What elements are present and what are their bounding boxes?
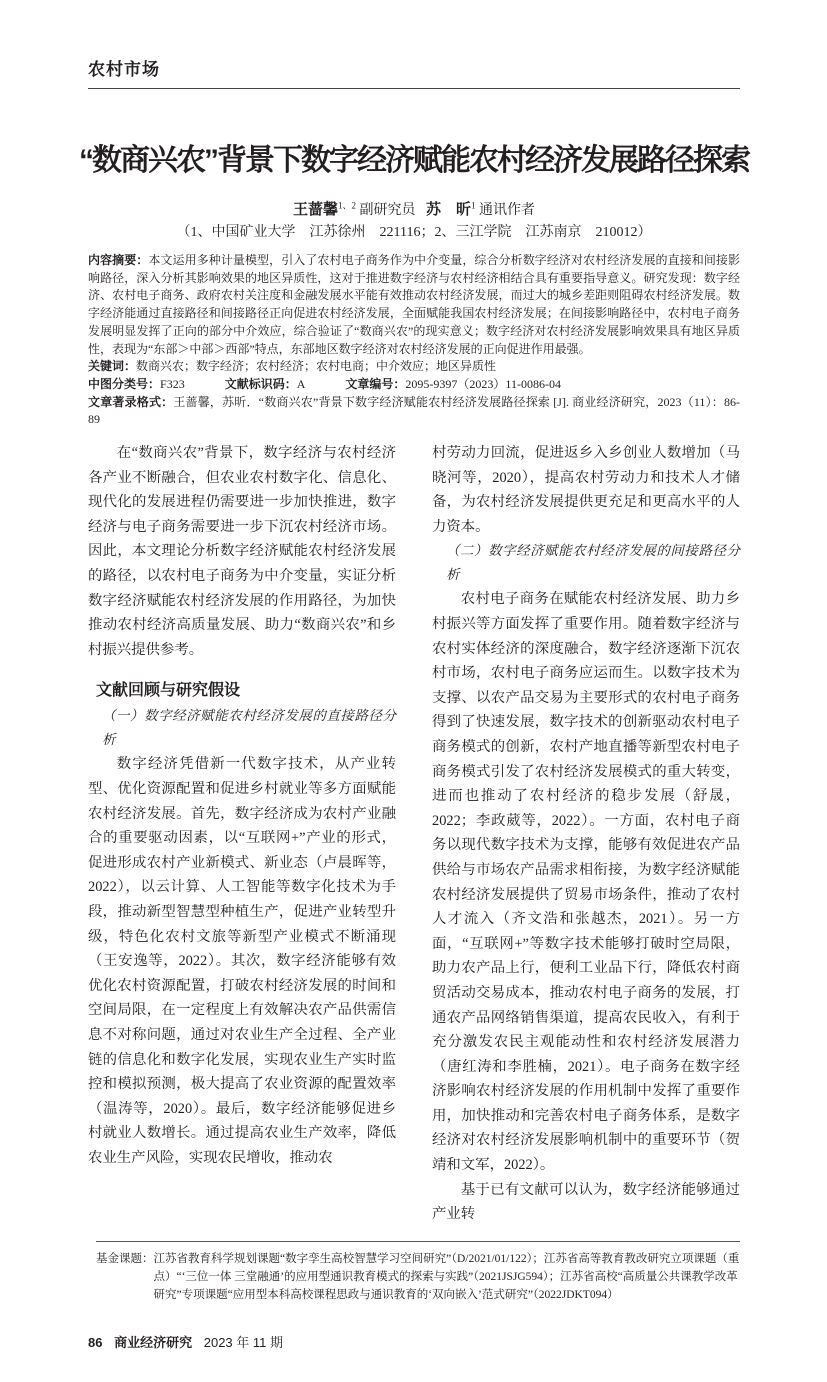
clc-value: F323 <box>160 376 185 391</box>
affiliations: （1、中国矿业大学 江苏徐州 221116；2、三江学院 江苏南京 210012） <box>176 225 652 240</box>
body-paragraph: 在“数商兴农”背景下，数字经济与农村经济各产业不断融合，但农业农村数字化、信息化、现代化的发展进程仍需要进一步加快推进，数字经济与电子商务需要进一步下沉农村经济市场。因此，本文理论分析数字经济赋能农村经济发展的路径，以农村电子商务为中介变量，实证分析数字经济赋能农村经济发展的作用路径，为加快推动农村经济高质量发展、助力“数商兴农”和乡村振兴提供参考。 <box>88 445 396 658</box>
article-title: “数商兴农”背景下数字经济赋能农村经济发展路径探索 <box>79 144 749 177</box>
abstract-text: 本文运用多种计量模型，引入了农村电子商务作为中介变量，综合分析数字经济对农村经济发展的直接和间接影响路径，深入分析其影响效果的地区异质性，这对于推进数字经济与农村经济相结合具有重要指导意义。研究发现：数字经济、农村电子商务、政府农村关注度和金融发展水平能有效推动农村经济发展，而过大的城乡差距则阻碍农村经济发展。数字经济能通过直接路径和间接路径正向促进农村经济发展，全面赋能我国农村经济发展；在间接影响路径中，农村电子商务发展明显发挥了正向的部分中介效应，综合验证了“数商兴农”的现实意义；数字经济对农村经济发展影响效果具有地区异质性，表现为“东部＞中部＞西部”特点，东部地区数字经济对农村经济发展的正向促进作用最强。 <box>88 253 740 356</box>
header-rule <box>88 88 740 89</box>
subsection-heading: （一）数字经济赋能农村经济发展的直接路径分析 <box>102 708 396 748</box>
funding-footnote <box>96 1250 740 1304</box>
author-name: 王蔷馨 <box>292 201 338 218</box>
body-paragraph: 农村电子商务在赋能农村经济发展、助力乡村振兴等方面发挥了重要作用。随着数字经济与农村实体经济的深度融合，数字经济逐渐下沉农村市场，农村电子商务应运而生。以数字技术为支撑、以农产品交易为主要形式的农村电子商务得到了快速发展，数字技术的创新驱动农村电子商务模式的创新，农村产地直播等新型农村电子商务模式引发了农村经济发展模式的重大转变，进而也推动了农村经济的稳步发展（舒晟，2022；李政葳等，2022）。一方面，农村电子商务以现代数字技术为支撑，能够有效促进农产品供给与市场农产品需求相衔接，为数字经济赋能农村经济发展提供了贸易市场条件，推动了农村人才流入（齐文浩和张越杰，2021）。另一方面，“互联网+”等数字技术能够打破时空局限，助力农产品上行，便利工业品下行，降低农村商贸活动交易成本，推动农村电子商务的发展，打通农产品网络销售渠道，提高农民收入，有利于充分激发农民主观能动性和农村经济发展潜力（唐红涛和李胜楠，2021）。电子商务在数字经济影响农村经济发展的作用机制中发挥了重要作用，加快推动和完善农村电子商务体系，是数字经济对农村经济发展影响机制中的重要环节（贺靖和文军，2022）。 <box>432 591 740 1174</box>
body-paragraph: 基于已有文献可以认为，数字经济能够通过产业转 <box>432 1181 740 1223</box>
body-columns <box>88 441 740 1227</box>
article-number-value: 2095-9397（2023）11-0086-04 <box>405 376 561 391</box>
author-line <box>88 199 740 222</box>
issue: 2023 年 11 期 <box>203 1334 283 1350</box>
article-number-label: 文章编号： <box>345 376 406 391</box>
doc-code-label: 文献标识码： <box>224 376 297 391</box>
section-header: 农村市场 <box>88 60 160 79</box>
abstract-block <box>88 252 740 429</box>
doc-code-value: A <box>296 376 306 391</box>
author-role: 通讯作者 <box>479 203 536 218</box>
citation-text: 王蔷馨，苏昕．“数商兴农”背景下数字经济赋能农村经济发展路径探索 [J]. 商业经济研究，2023（11）：86-89 <box>88 394 740 427</box>
author-name: 苏 昕 <box>426 201 472 218</box>
author-role: 副研究员 <box>359 203 416 218</box>
author-affil-mark: 1 <box>471 200 476 211</box>
journal-name: 商业经济研究 <box>114 1334 193 1350</box>
abstract-label: 内容摘要： <box>88 253 149 267</box>
footnote-rule <box>96 1241 740 1242</box>
funding-text: 江苏省教育科学规划课题“数字孪生高校智慧学习空间研究”（D/2021/01/122）；江苏省高等教育教改研究立项课题（重点）“‘三位一体 三堂融通’的应用型通识教育模式的探索与实践”（2021JSJG594）；江苏省高校“高质量公共课教学改革研究”专项课题“应用型本科高校课程思政与通识教育的‘双向嵌入’范式研究”（2022JDKT094） <box>153 1252 740 1301</box>
subsection-heading: （二）数字经济赋能农村经济发展的间接路径分析 <box>446 543 740 583</box>
section-heading: 文献回顾与研究假设 <box>96 682 241 700</box>
left-column <box>88 441 396 1170</box>
body-paragraph: 数字经济凭借新一代数字技术，从产业转型、优化资源配置和促进乡村就业等多方面赋能农村经济发展。首先，数字经济成为农村产业融合的重要驱动因素，以“互联网+”产业的形式，促进形成农村产业新模式、新业态（卢晨晖等，2022），以云计算、人工智能等数字化技术为手段，推动新型智慧型种植生产，促进产业转型升级，特色化农村文旅等新型产业模式不断涌现（王安逸等，2022）。其次，数字经济能够有效优化农村资源配置，打破农村经济发展的时间和空间局限，在一定程度上有效解决农产品供需信息不对称问题，通过对农业生产全过程、全产业链的信息化和数字化发展，实现农业生产实时监控和模拟预测，极大提高了农业资源的配置效率（温涛等，2020）。最后，数字经济能够促进乡村就业人数增长。通过提高农业生产效率，降低农业生产风险，实现农民增收，推动农 <box>88 756 396 1166</box>
author-affil-mark: 1、2 <box>337 200 356 211</box>
citation-label: 文章著录格式： <box>88 394 174 409</box>
right-column <box>432 441 740 1227</box>
keywords: 数商兴农；数字经济；农村经济；农村电商；中介效应；地区异质性 <box>136 359 497 374</box>
funding-label: 基金课题： <box>96 1252 154 1265</box>
keywords-label: 关键词： <box>88 359 137 374</box>
page-number: 86 <box>88 1334 103 1350</box>
clc-label: 中图分类号： <box>88 376 161 391</box>
body-paragraph: 村劳动力回流，促进返乡入乡创业人数增加（马晓河等，2020），提高农村劳动力和技术人才储备，为农村经济发展提供更充足和更高水平的人力资本。 <box>432 445 740 535</box>
page-footer <box>88 1304 740 1352</box>
